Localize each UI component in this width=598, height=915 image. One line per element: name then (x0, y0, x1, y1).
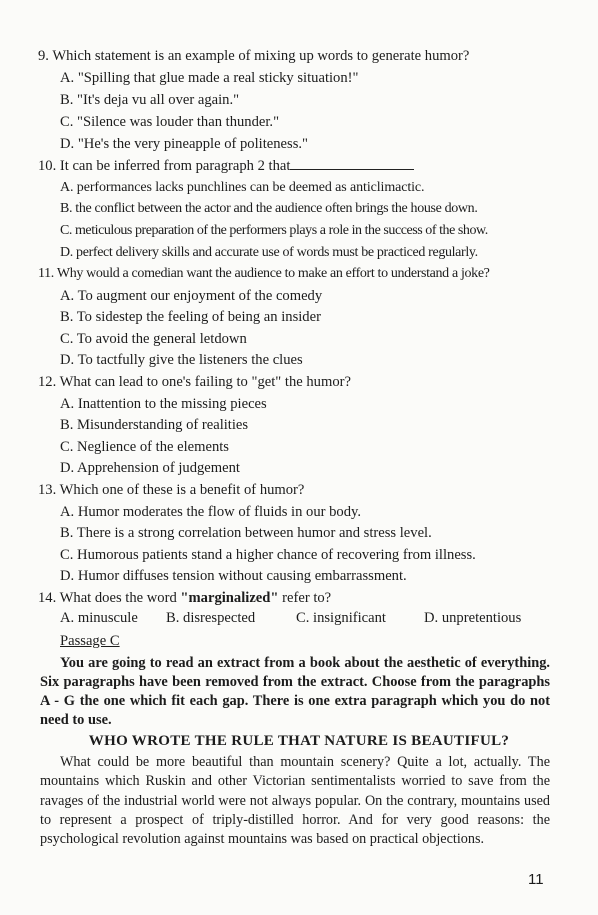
question-9-option-c: C. "Silence was louder than thunder." (60, 114, 280, 130)
question-14-option-a: A. minuscule (60, 610, 138, 626)
question-13-option-a: A. Humor moderates the flow of fluids in our body. (60, 504, 362, 520)
question-13-option-c: C. Humorous patients stand a higher chance of recovering from illness. (60, 547, 476, 563)
question-14-stem (38, 589, 331, 607)
question-11-stem: 11. Why would a comedian want the audience to make an effort to understand a joke? (38, 266, 490, 281)
question-14-stem-prefix: 14. What does the word (38, 590, 181, 606)
question-14-option-d: D. unpretentious (424, 610, 522, 626)
question-11-option-a: A. To augment our enjoyment of the comedy (60, 288, 323, 304)
answer-blank (290, 157, 414, 170)
question-13-option-d: D. Humor diffuses tension without causing embarrassment. (60, 568, 407, 584)
question-12-option-b: B. Misunderstanding of realities (60, 417, 249, 433)
question-14-keyword: "marginalized" (180, 590, 279, 606)
question-10-option-c: C. meticulous preparation of the performers plays a role in the success of the show. (60, 223, 488, 238)
question-14-option-b: B. disrespected (166, 610, 256, 626)
question-13-option-b: B. There is a strong correlation between humor and stress level. (60, 525, 432, 541)
question-10-option-a: A. performances lacks punchlines can be deemed as anticlimactic. (60, 180, 425, 195)
question-10-stem-row (38, 157, 414, 175)
question-10-option-d: D. perfect delivery skills and accurate use of words must be practiced regularly. (60, 245, 478, 260)
question-12-stem: 12. What can lead to one's failing to "get" the humor? (38, 374, 351, 390)
question-9-stem: 9. Which statement is an example of mixing up words to generate humor? (38, 48, 470, 64)
passage-label: Passage C (60, 633, 120, 649)
question-9-option-a: A. "Spilling that glue made a real sticky situation!" (60, 70, 359, 86)
question-10-option-b: B. the conflict between the actor and the audience often brings the house down. (60, 201, 478, 216)
question-11-option-d: D. To tactfully give the listeners the clues (60, 352, 303, 368)
page-number: 11 (528, 871, 544, 888)
question-14-stem-suffix: refer to? (278, 590, 332, 606)
question-14-option-c: C. insignificant (296, 610, 386, 626)
question-10-stem: 10. It can be inferred from paragraph 2 that (38, 158, 291, 174)
question-9-option-b: B. "It's deja vu all over again." (60, 92, 240, 108)
question-12-option-c: C. Neglience of the elements (60, 439, 229, 455)
question-13-stem: 13. Which one of these is a benefit of humor? (38, 482, 305, 498)
passage-instructions: You are going to read an extract from a book about the aesthetic of everything. Six paragraphs have been removed from the extract. Choose from the paragraphs A - G the one which fit each gap. There is one extra paragraph which you do not need to use. (40, 655, 550, 728)
question-11-option-c: C. To avoid the general letdown (60, 331, 247, 347)
question-12-option-a: A. Inattention to the missing pieces (60, 396, 267, 412)
question-9-option-d: D. "He's the very pineapple of politeness." (60, 136, 308, 152)
question-11-option-b: B. To sidestep the feeling of being an insider (60, 309, 321, 325)
passage-title: WHO WROTE THE RULE THAT NATURE IS BEAUTIFUL? (88, 733, 510, 749)
question-12-option-d: D. Apprehension of judgement (60, 460, 240, 476)
passage-paragraph: What could be more beautiful than mountain scenery? Quite a lot, actually. The mountains which Ruskin and other Victorian sentimentalists worried to save from the ravages of the industrial world were not always popular. On the contrary, mountains used to represent a prospect of triply-distilled horror. And for very good reasons: the psychological revolution against mountains was based on practical objections. (40, 754, 550, 848)
